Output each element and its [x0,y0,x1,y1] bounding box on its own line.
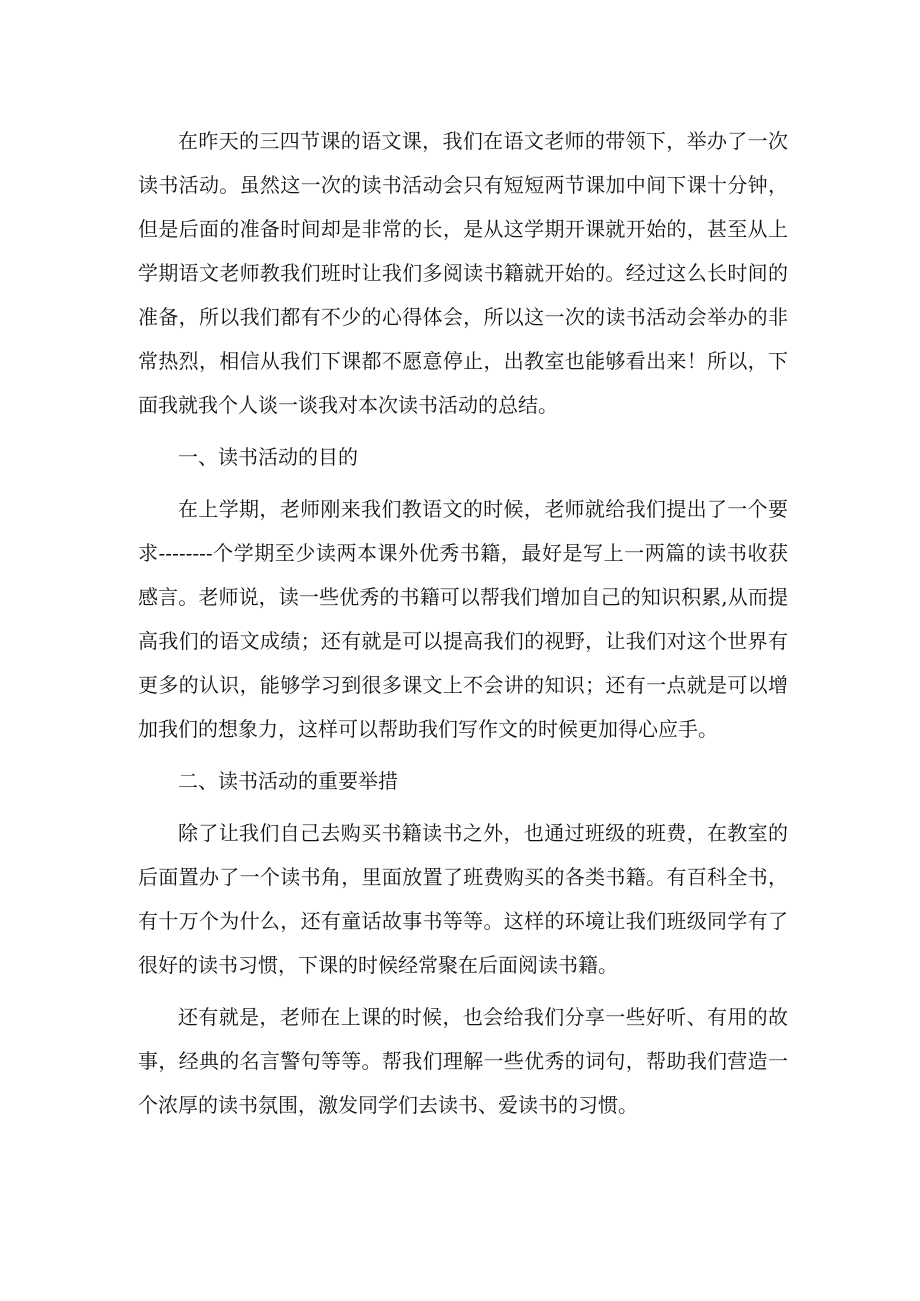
document-body [138,119,788,1135]
section-heading-purpose: 一、读书活动的目的 [178,445,358,469]
paragraph-reading-corner: 除了让我们自己去购买书籍读书之外，也通过班级的班费，在教室的后面置办了一个读书角，里面放置了班费购买的各类书籍。有百科全书，有十万个为什么，还有童话故事书等等。这样的环境让我们班级同学有了很好的读书习惯，下课的时候经常聚在后面阅读书籍。 [138,821,788,977]
section-heading-measures: 二、读书活动的重要举措 [178,769,398,793]
paragraph-teacher-sharing: 还有就是，老师在上课的时候，也会给我们分享一些好听、有用的故事，经典的名言警句等等。帮我们理解一些优秀的词句，帮助我们营造一个浓厚的读书氛围，激发同学们去读书、爱读书的习惯。 [138,1005,788,1117]
paragraph-intro: 在昨天的三四节课的语文课，我们在语文老师的带领下，举办了一次读书活动。虽然这一次的读书活动会只有短短两节课加中间下课十分钟，但是后面的准备时间却是非常的长，是从这学期开课就开始的，甚至从上学期语文老师教我们班时让我们多阅读书籍就开始的。经过这么长时间的准备，所以我们都有不少的心得体会，所以这一次的读书活动会举办的非常热烈，相信从我们下课都不愿意停止，出教室也能够看出来！所以，下面我就我个人谈一谈我对本次读书活动的总结。 [138,129,788,417]
paragraph-purpose: 在上学期，老师刚来我们教语文的时候，老师就给我们提出了一个要求--------个学期至少读两本课外优秀书籍，最好是写上一两篇的读书收获感言。老师说，读一些优秀的书籍可以帮我们增加自己的知识积累,从而提高我们的语文成绩；还有就是可以提高我们的视野，让我们对这个世界有更多的认识，能够学习到很多课文上不会讲的知识；还有一点就是可以增加我们的想象力，这样可以帮助我们写作文的时候更加得心应手。 [138,497,788,741]
